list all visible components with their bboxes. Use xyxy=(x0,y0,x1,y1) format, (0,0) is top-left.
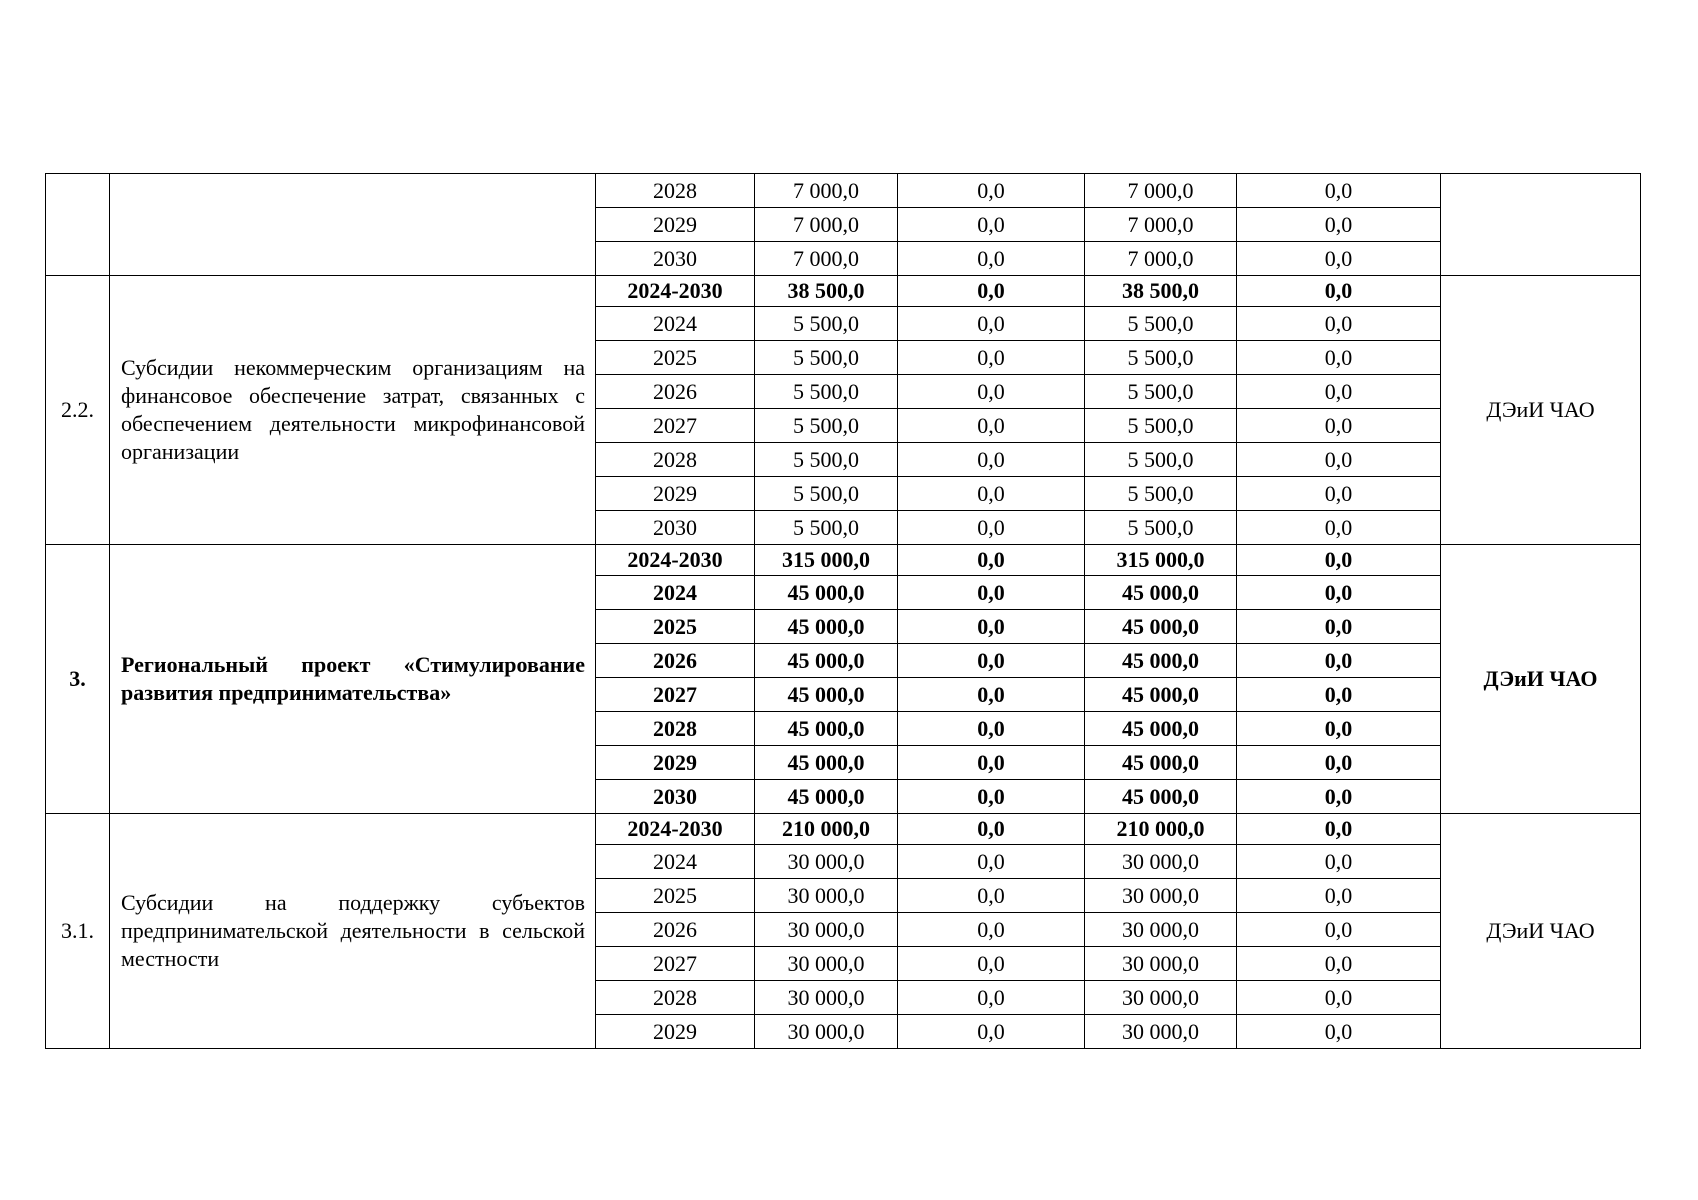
total-cell: 30 000,0 xyxy=(755,981,898,1015)
col-3-cell: 0,0 xyxy=(1237,780,1441,814)
year-cell: 2025 xyxy=(596,879,755,913)
total-cell: 45 000,0 xyxy=(755,610,898,644)
total-cell: 5 500,0 xyxy=(755,511,898,545)
col-1-cell: 0,0 xyxy=(898,678,1085,712)
total-cell: 30 000,0 xyxy=(755,913,898,947)
year-cell: 2026 xyxy=(596,913,755,947)
total-row xyxy=(46,545,1641,576)
total-cell: 45 000,0 xyxy=(755,746,898,780)
col-3-cell: 0,0 xyxy=(1237,242,1441,276)
total-cell: 5 500,0 xyxy=(755,443,898,477)
col-1-cell: 0,0 xyxy=(898,276,1085,307)
year-cell: 2028 xyxy=(596,981,755,1015)
col-1-cell: 0,0 xyxy=(898,845,1085,879)
col-1-cell: 0,0 xyxy=(898,610,1085,644)
col-2-cell: 30 000,0 xyxy=(1085,913,1237,947)
year-cell: 2024 xyxy=(596,845,755,879)
total-cell: 38 500,0 xyxy=(755,276,898,307)
total-row xyxy=(46,814,1641,845)
col-1-cell: 0,0 xyxy=(898,511,1085,545)
col-2-cell: 30 000,0 xyxy=(1085,1015,1237,1049)
col-3-cell: 0,0 xyxy=(1237,276,1441,307)
col-2-cell: 30 000,0 xyxy=(1085,845,1237,879)
year-cell: 2024 xyxy=(596,576,755,610)
col-2-cell: 5 500,0 xyxy=(1085,409,1237,443)
year-cell: 2030 xyxy=(596,780,755,814)
col-1-cell: 0,0 xyxy=(898,341,1085,375)
col-2-cell: 5 500,0 xyxy=(1085,341,1237,375)
item-description-cell: Региональный проект «Стимулирование развития предпринимательства» xyxy=(110,545,596,814)
col-1-cell: 0,0 xyxy=(898,1015,1085,1049)
year-cell: 2025 xyxy=(596,610,755,644)
item-number-cell xyxy=(46,174,110,276)
total-cell: 5 500,0 xyxy=(755,341,898,375)
col-1-cell: 0,0 xyxy=(898,879,1085,913)
total-cell: 7 000,0 xyxy=(755,242,898,276)
col-2-cell: 7 000,0 xyxy=(1085,208,1237,242)
total-cell: 45 000,0 xyxy=(755,644,898,678)
col-1-cell: 0,0 xyxy=(898,947,1085,981)
executor-cell: ДЭиИ ЧАО xyxy=(1441,814,1641,1049)
col-2-cell: 5 500,0 xyxy=(1085,375,1237,409)
col-2-cell: 5 500,0 xyxy=(1085,511,1237,545)
col-1-cell: 0,0 xyxy=(898,913,1085,947)
year-cell: 2029 xyxy=(596,477,755,511)
col-1-cell: 0,0 xyxy=(898,242,1085,276)
item-number-cell: 3.1. xyxy=(46,814,110,1049)
total-cell: 7 000,0 xyxy=(755,208,898,242)
year-cell: 2027 xyxy=(596,947,755,981)
col-3-cell: 0,0 xyxy=(1237,375,1441,409)
col-2-cell: 45 000,0 xyxy=(1085,780,1237,814)
col-2-cell: 210 000,0 xyxy=(1085,814,1237,845)
year-cell: 2026 xyxy=(596,644,755,678)
year-cell: 2029 xyxy=(596,1015,755,1049)
year-cell: 2028 xyxy=(596,443,755,477)
total-cell: 45 000,0 xyxy=(755,712,898,746)
col-3-cell: 0,0 xyxy=(1237,610,1441,644)
col-2-cell: 45 000,0 xyxy=(1085,746,1237,780)
total-cell: 45 000,0 xyxy=(755,576,898,610)
col-3-cell: 0,0 xyxy=(1237,845,1441,879)
col-3-cell: 0,0 xyxy=(1237,174,1441,208)
col-3-cell: 0,0 xyxy=(1237,477,1441,511)
col-3-cell: 0,0 xyxy=(1237,1015,1441,1049)
col-3-cell: 0,0 xyxy=(1237,746,1441,780)
total-cell: 5 500,0 xyxy=(755,375,898,409)
executor-cell: ДЭиИ ЧАО xyxy=(1441,276,1641,545)
col-1-cell: 0,0 xyxy=(898,644,1085,678)
item-number-cell: 2.2. xyxy=(46,276,110,545)
year-cell: 2025 xyxy=(596,341,755,375)
total-cell: 30 000,0 xyxy=(755,1015,898,1049)
col-1-cell: 0,0 xyxy=(898,746,1085,780)
item-number-cell: 3. xyxy=(46,545,110,814)
year-cell: 2027 xyxy=(596,409,755,443)
col-3-cell: 0,0 xyxy=(1237,409,1441,443)
total-cell: 30 000,0 xyxy=(755,947,898,981)
year-cell: 2030 xyxy=(596,242,755,276)
col-2-cell: 45 000,0 xyxy=(1085,678,1237,712)
col-3-cell: 0,0 xyxy=(1237,576,1441,610)
item-description-cell: Субсидии на поддержку субъектов предпринимательской деятельности в сельской местности xyxy=(110,814,596,1049)
col-3-cell: 0,0 xyxy=(1237,913,1441,947)
col-1-cell: 0,0 xyxy=(898,576,1085,610)
year-cell: 2027 xyxy=(596,678,755,712)
year-cell: 2024-2030 xyxy=(596,276,755,307)
total-row xyxy=(46,276,1641,307)
item-description-cell xyxy=(110,174,596,276)
col-2-cell: 315 000,0 xyxy=(1085,545,1237,576)
col-2-cell: 5 500,0 xyxy=(1085,307,1237,341)
col-2-cell: 45 000,0 xyxy=(1085,610,1237,644)
col-2-cell: 45 000,0 xyxy=(1085,644,1237,678)
col-3-cell: 0,0 xyxy=(1237,341,1441,375)
col-1-cell: 0,0 xyxy=(898,443,1085,477)
col-1-cell: 0,0 xyxy=(898,545,1085,576)
col-3-cell: 0,0 xyxy=(1237,712,1441,746)
col-2-cell: 7 000,0 xyxy=(1085,174,1237,208)
total-cell: 315 000,0 xyxy=(755,545,898,576)
col-3-cell: 0,0 xyxy=(1237,947,1441,981)
year-cell: 2030 xyxy=(596,511,755,545)
col-3-cell: 0,0 xyxy=(1237,511,1441,545)
total-cell: 5 500,0 xyxy=(755,477,898,511)
col-3-cell: 0,0 xyxy=(1237,814,1441,845)
col-2-cell: 45 000,0 xyxy=(1085,712,1237,746)
total-cell: 210 000,0 xyxy=(755,814,898,845)
col-1-cell: 0,0 xyxy=(898,174,1085,208)
col-3-cell: 0,0 xyxy=(1237,879,1441,913)
col-3-cell: 0,0 xyxy=(1237,545,1441,576)
col-1-cell: 0,0 xyxy=(898,375,1085,409)
year-cell: 2028 xyxy=(596,712,755,746)
col-3-cell: 0,0 xyxy=(1237,208,1441,242)
total-cell: 45 000,0 xyxy=(755,678,898,712)
budget-table xyxy=(45,173,1641,1049)
col-3-cell: 0,0 xyxy=(1237,981,1441,1015)
total-cell: 45 000,0 xyxy=(755,780,898,814)
total-cell: 5 500,0 xyxy=(755,307,898,341)
col-1-cell: 0,0 xyxy=(898,409,1085,443)
col-2-cell: 30 000,0 xyxy=(1085,981,1237,1015)
executor-cell: ДЭиИ ЧАО xyxy=(1441,545,1641,814)
col-1-cell: 0,0 xyxy=(898,208,1085,242)
year-cell: 2024-2030 xyxy=(596,814,755,845)
col-2-cell: 30 000,0 xyxy=(1085,947,1237,981)
col-2-cell: 7 000,0 xyxy=(1085,242,1237,276)
col-3-cell: 0,0 xyxy=(1237,644,1441,678)
budget-table-body xyxy=(46,174,1641,1049)
total-cell: 5 500,0 xyxy=(755,409,898,443)
col-1-cell: 0,0 xyxy=(898,981,1085,1015)
col-1-cell: 0,0 xyxy=(898,307,1085,341)
year-cell: 2029 xyxy=(596,746,755,780)
item-description-cell: Субсидии некоммерческим организациям на финансовое обеспечение затрат, связанных с обеспечением деятельности микрофинансовой организации xyxy=(110,276,596,545)
col-2-cell: 5 500,0 xyxy=(1085,443,1237,477)
year-cell: 2028 xyxy=(596,174,755,208)
year-cell: 2026 xyxy=(596,375,755,409)
col-2-cell: 5 500,0 xyxy=(1085,477,1237,511)
col-1-cell: 0,0 xyxy=(898,712,1085,746)
total-cell: 30 000,0 xyxy=(755,879,898,913)
executor-cell xyxy=(1441,174,1641,276)
col-2-cell: 38 500,0 xyxy=(1085,276,1237,307)
col-2-cell: 30 000,0 xyxy=(1085,879,1237,913)
col-1-cell: 0,0 xyxy=(898,814,1085,845)
total-cell: 7 000,0 xyxy=(755,174,898,208)
year-cell: 2029 xyxy=(596,208,755,242)
col-1-cell: 0,0 xyxy=(898,477,1085,511)
col-3-cell: 0,0 xyxy=(1237,678,1441,712)
year-cell: 2024-2030 xyxy=(596,545,755,576)
col-3-cell: 0,0 xyxy=(1237,307,1441,341)
col-1-cell: 0,0 xyxy=(898,780,1085,814)
year-cell: 2024 xyxy=(596,307,755,341)
col-2-cell: 45 000,0 xyxy=(1085,576,1237,610)
col-3-cell: 0,0 xyxy=(1237,443,1441,477)
total-cell: 30 000,0 xyxy=(755,845,898,879)
table-row xyxy=(46,174,1641,208)
